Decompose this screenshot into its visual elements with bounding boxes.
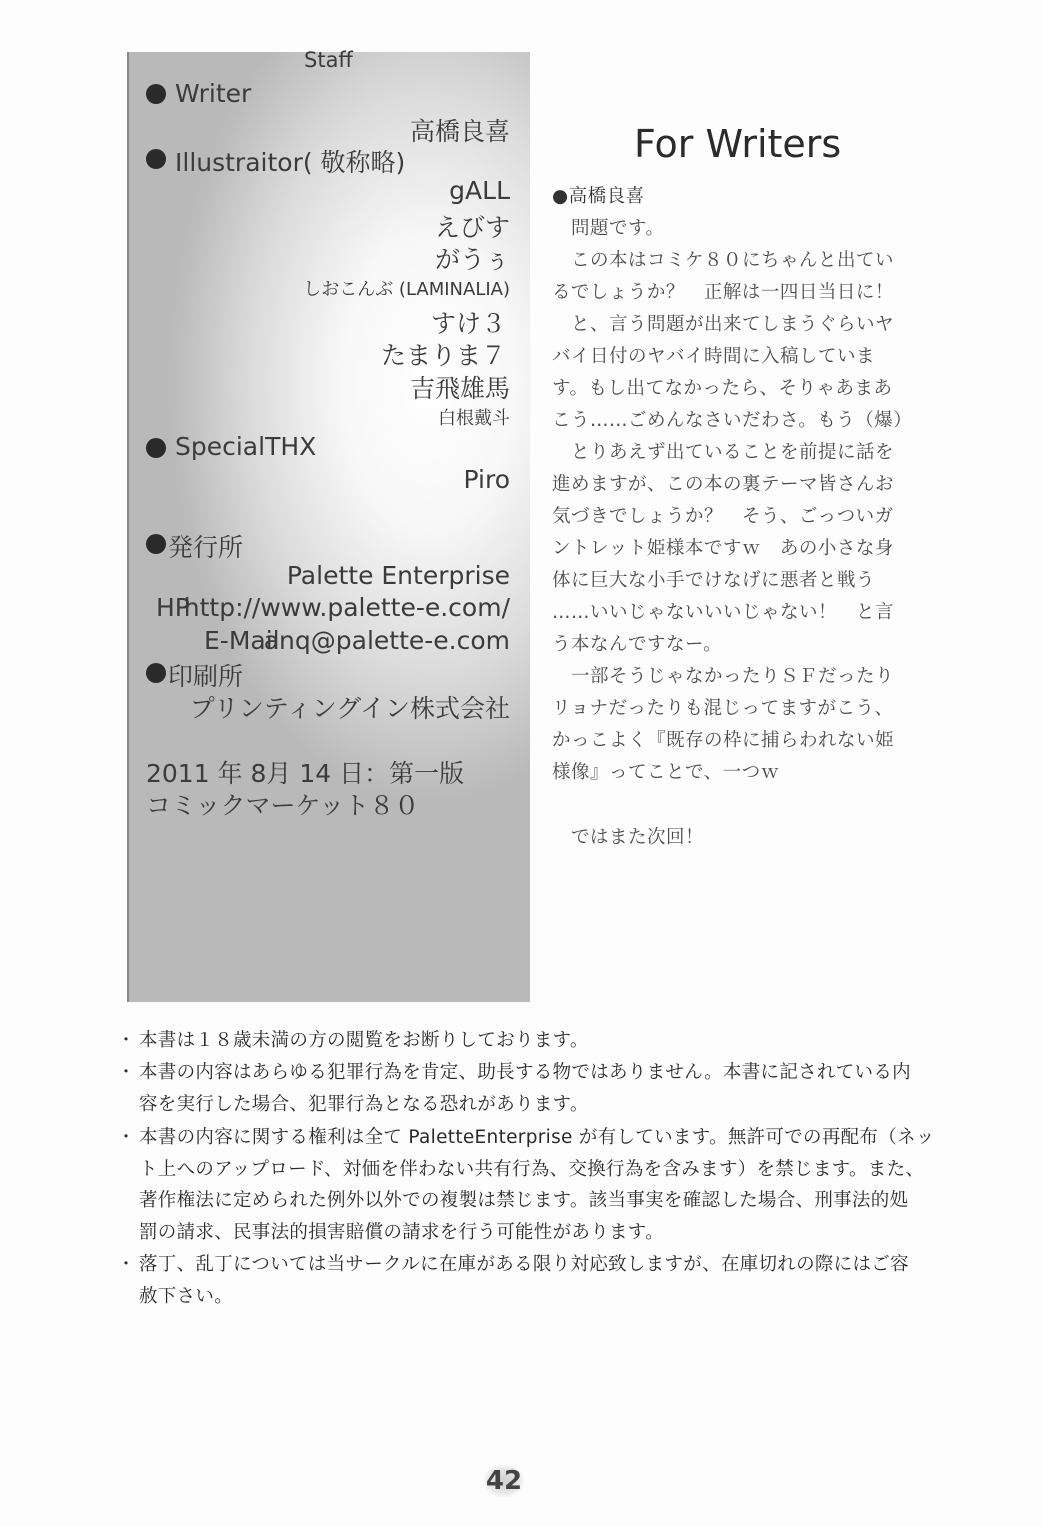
writers-line: 体に巨大な小手でけなげに悪者と戦う [552, 570, 876, 591]
writers-author: ●高橋良喜 [552, 186, 645, 207]
hp-url[interactable]: http://www.palette-e.com/ [183, 593, 510, 622]
writer-name: 高橋良喜 [409, 117, 510, 146]
notice-line: 容を実行した場合、犯罪行為となる恐れがあります。 [139, 1094, 589, 1115]
illustrator-label: Illustraitor( 敬称略) [175, 148, 406, 177]
writers-line: 気づきでしょうか？ そう、ごっついガ [552, 506, 894, 527]
writers-line: バイ日付のヤバイ時間に入稿していま [552, 346, 876, 367]
writers-title: For Writers [634, 122, 842, 166]
illustrator-name: 吉飛雄馬 [409, 374, 510, 403]
printer-name: プリンティングイン株式会社 [189, 694, 510, 723]
writers-line: るでしょうか？ 正解は一四日当日に！ [552, 282, 894, 303]
notice-bullet: ・ [117, 1030, 135, 1051]
bullet-icon [146, 663, 166, 683]
writers-line: こう……ごめんなさいだわさ。もう（爆） [552, 410, 913, 431]
writers-line: ントレット姫様本ですｗ あの小さな身 [552, 538, 894, 559]
writers-line: う本なんですなー。 [552, 634, 723, 655]
email-address[interactable]: anq@palette-e.com [263, 626, 510, 655]
thanks-label: SpecialTHX [175, 432, 317, 461]
printer-label: 印刷所 [168, 662, 244, 691]
writer-label: Writer [175, 79, 252, 108]
publisher-label: 発行所 [168, 533, 244, 562]
notice-line: 本書は１８歳未満の方の閲覧をお断りしております。 [139, 1030, 589, 1051]
writers-line: リョナだったりも混じってますがこう、 [552, 698, 894, 719]
bullet-icon [146, 438, 166, 458]
staff-heading: Staff [304, 48, 353, 72]
writers-line: 一部そうじゃなかったりＳＦだったり [552, 666, 895, 687]
writers-line: 様像』ってことで、一つｗ [552, 762, 780, 783]
notice-line: 本書の内容はあらゆる犯罪行為を肯定、助長する物ではありません。本書に記されている内 [139, 1062, 911, 1083]
bullet-icon [146, 84, 166, 104]
illustrator-name: すけ３ [430, 309, 506, 338]
writers-closing: ではまた次回！ [552, 827, 705, 848]
notice-line: 罰の請求、民事法的損害賠償の請求を行う可能性があります。 [139, 1222, 664, 1243]
illustrator-name: がうぅ [434, 245, 510, 274]
writers-line: と、言う問題が出来てしまうぐらいヤ [552, 314, 895, 335]
event-line: コミックマーケット８０ [146, 791, 420, 820]
writers-line: この本はコミケ８０にちゃんと出てい [552, 250, 895, 271]
bullet-icon [146, 534, 166, 554]
writers-line: とりあえず出ていることを前提に話を [552, 442, 895, 463]
illustrator-name: gALL [449, 176, 510, 205]
publisher-name: Palette Enterprise [286, 561, 510, 590]
bullet-icon [146, 149, 166, 169]
illustrator-name: たまりま７ [380, 341, 506, 370]
thanks-name: Piro [463, 465, 510, 494]
writers-line: ……いいじゃないいいじゃない！ と言 [552, 602, 895, 623]
writers-line: す。もし出てなかったら、そりゃあまあ [552, 378, 893, 399]
notice-bullet: ・ [117, 1127, 135, 1148]
notice-line: 本書の内容に関する権利は全て PaletteEnterprise が有しています。無許可での再配布（ネッ [139, 1127, 935, 1148]
email-label: E-Mail [204, 626, 280, 655]
illustrator-name: えびす [434, 213, 510, 242]
writers-line: 進めますが、この本の裏テーマ皆さんお [552, 474, 895, 495]
notice-line: 赦下さい。 [139, 1286, 234, 1307]
notice-line: ト上へのアップロード、対価を伴わない共有行為、交換行為を含みます）を禁じます。また、 [139, 1159, 925, 1180]
illustrator-name: 白根戴斗 [438, 408, 510, 429]
illustrator-name: しおこんぶ (LAMINALIA) [303, 279, 510, 300]
notice-line: 落丁、乱丁については当サークルに在庫がある限り対応致しますが、在庫切れの際にはご容 [139, 1254, 909, 1275]
page-number: 42 [485, 1466, 523, 1496]
writers-line: かっこよく『既存の枠に捕らわれない姫 [552, 730, 895, 751]
notice-bullet: ・ [117, 1062, 135, 1083]
notice-line: 著作権法に定められた例外以外での複製は禁じます。該当事実を確認した場合、刑事法的処 [139, 1190, 909, 1211]
writers-line: 問題です。 [552, 218, 665, 239]
notice-bullet: ・ [117, 1254, 135, 1275]
hp-label: HP [156, 593, 190, 622]
date-line: 2011 年 8月 14 日：第一版 [146, 759, 465, 788]
